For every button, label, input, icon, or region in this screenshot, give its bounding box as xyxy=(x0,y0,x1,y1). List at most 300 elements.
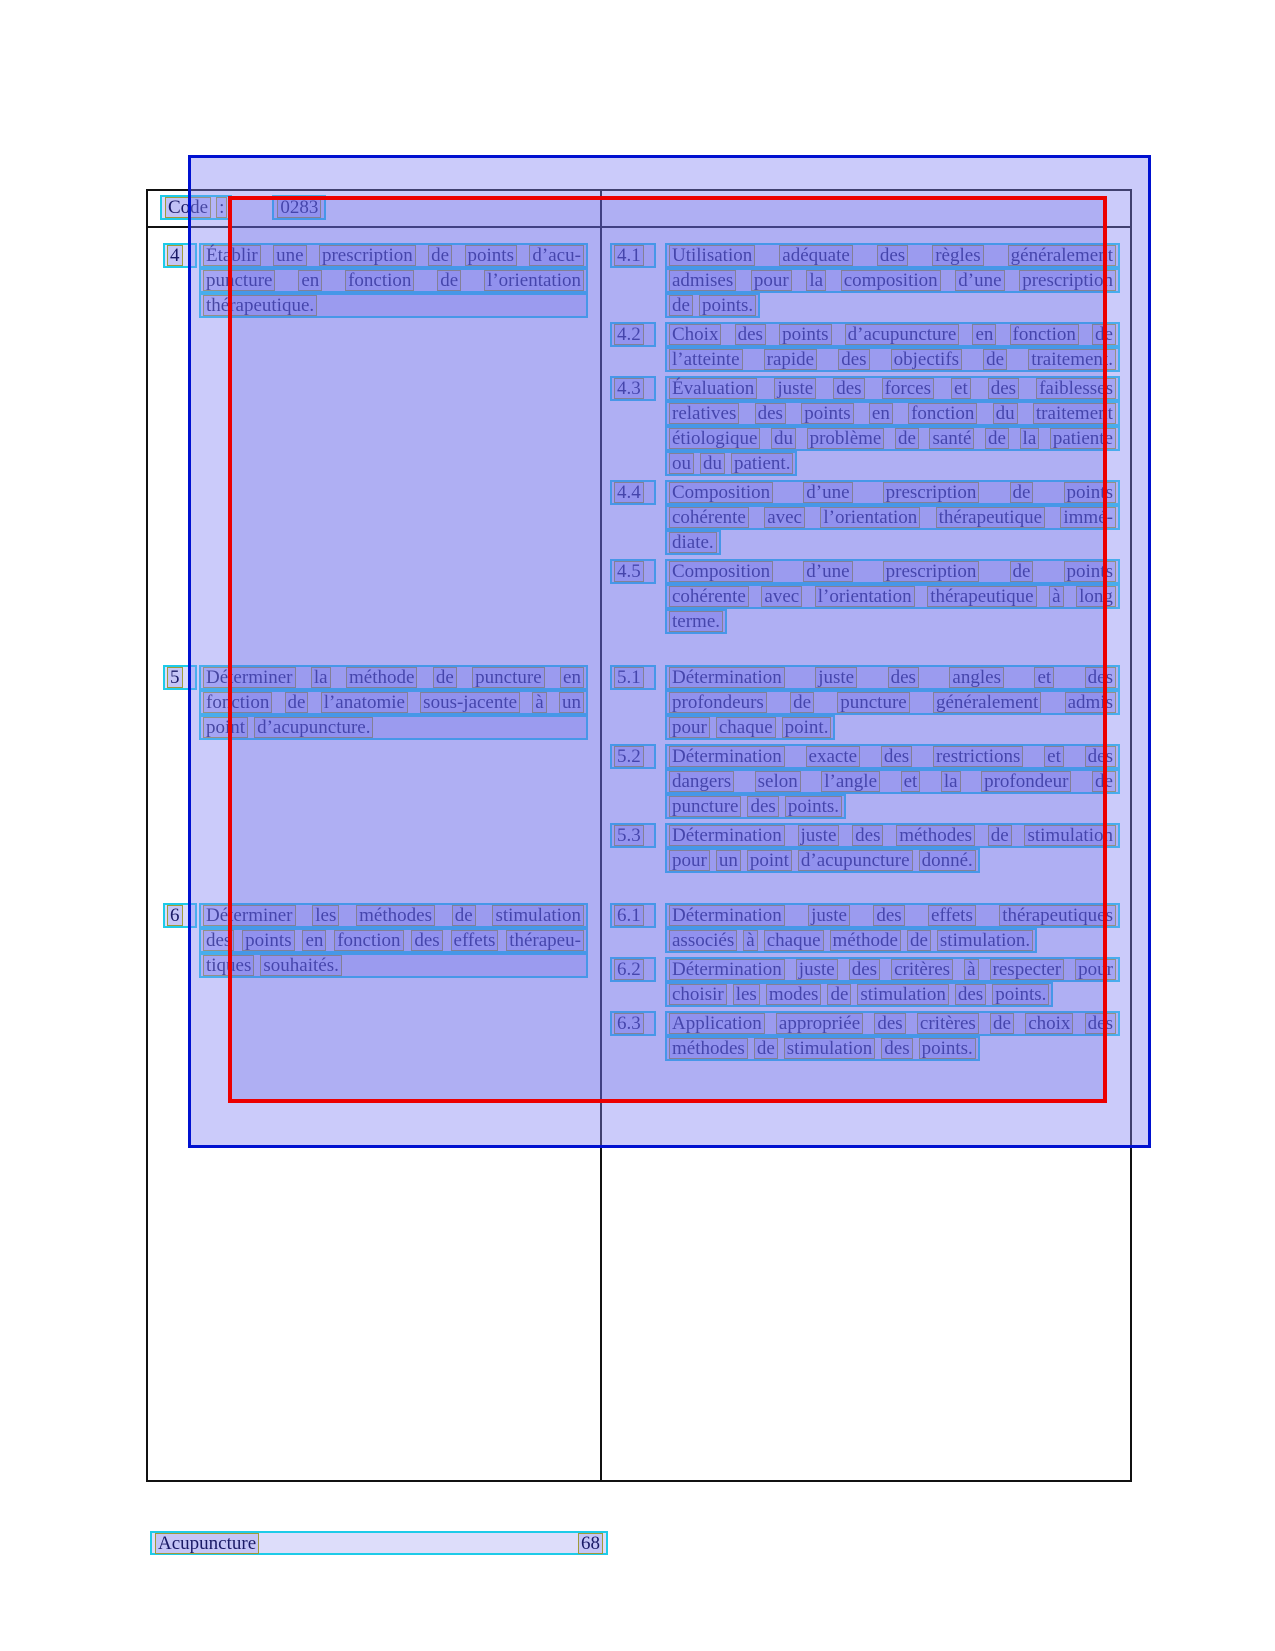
ocr-word: de xyxy=(985,428,1009,449)
ocr-word: des xyxy=(874,1013,905,1034)
ocr-word: 6.2 xyxy=(614,959,644,980)
ocr-word: juste xyxy=(774,378,816,399)
item-number xyxy=(163,903,197,928)
ocr-word: 4.2 xyxy=(614,324,644,345)
ocr-word: modes xyxy=(766,984,822,1005)
ocr-word: un xyxy=(559,692,584,713)
ocr-word: du xyxy=(700,453,725,474)
ocr-line xyxy=(199,243,588,268)
footer-page-number: 68 xyxy=(578,1533,603,1554)
ocr-line xyxy=(199,268,588,293)
ocr-line xyxy=(665,665,1120,690)
ocr-line xyxy=(665,243,1120,268)
left-cell xyxy=(148,650,600,888)
ocr-word: critères xyxy=(917,1013,979,1034)
item-number xyxy=(610,903,656,928)
left-cell xyxy=(148,228,600,650)
ocr-word: points xyxy=(779,324,831,345)
ocr-line xyxy=(199,665,588,690)
ocr-word: et xyxy=(951,378,971,399)
ocr-word: problème xyxy=(807,428,885,449)
ocr-word: à xyxy=(1049,586,1063,607)
code-value xyxy=(272,195,326,220)
list-item xyxy=(610,480,1120,555)
ocr-word: choisir xyxy=(669,984,727,1005)
ocr-word: point xyxy=(203,717,248,738)
ocr-word: 4 xyxy=(167,245,183,266)
list-item xyxy=(163,665,588,740)
ocr-word: Utilisation xyxy=(669,245,755,266)
item-number xyxy=(610,823,656,848)
ocr-line xyxy=(665,957,1120,982)
ocr-word: prescription xyxy=(883,561,980,582)
list-item xyxy=(610,243,1120,318)
ocr-word: terme. xyxy=(669,611,723,632)
ocr-line xyxy=(665,530,721,555)
ocr-word: patient. xyxy=(731,453,793,474)
ocr-line xyxy=(199,690,588,715)
ocr-word: d’une xyxy=(803,482,852,503)
ocr-word: et xyxy=(1044,746,1064,767)
item-number xyxy=(610,744,656,769)
ocr-word: avec xyxy=(761,586,802,607)
ocr-word: points xyxy=(801,403,853,424)
item-number xyxy=(163,665,197,690)
item-number xyxy=(610,322,656,347)
ocr-line xyxy=(199,715,588,740)
ocr-word: rapide xyxy=(764,349,817,370)
ocr-word: d’une xyxy=(803,561,852,582)
ocr-word: d’une xyxy=(955,270,1004,291)
ocr-word: des xyxy=(881,746,912,767)
ocr-word: points. xyxy=(699,295,756,316)
ocr-line xyxy=(665,559,1120,584)
ocr-word: des xyxy=(411,930,442,951)
item-number xyxy=(610,243,656,268)
ocr-word: en xyxy=(972,324,996,345)
ocr-word: Établir xyxy=(203,245,261,266)
item-number xyxy=(610,1011,656,1036)
ocr-word: des xyxy=(888,667,919,688)
ocr-word: patiente xyxy=(1050,428,1116,449)
table-body xyxy=(148,228,1130,1482)
ocr-word: points xyxy=(1064,482,1116,503)
ocr-word: du xyxy=(993,403,1018,424)
ocr-word: Évaluation xyxy=(669,378,757,399)
ocr-word: de xyxy=(983,349,1007,370)
ocr-word: : xyxy=(216,197,227,218)
column-divider xyxy=(600,191,602,1480)
list-item xyxy=(610,823,1120,873)
ocr-word: cohérente xyxy=(669,507,749,528)
ocr-word: de xyxy=(437,270,461,291)
ocr-word: fonction xyxy=(908,403,977,424)
ocr-word: chaque xyxy=(764,930,824,951)
ocr-word: points. xyxy=(919,1038,976,1059)
ocr-line xyxy=(665,794,846,819)
ocr-word: sous-jacente xyxy=(420,692,520,713)
ocr-word: des xyxy=(881,1038,912,1059)
item-lines xyxy=(665,480,1120,555)
ocr-word: des xyxy=(833,378,864,399)
ocr-word: Déterminer xyxy=(203,667,296,688)
ocr-word: puncture xyxy=(669,796,741,817)
ocr-word: à xyxy=(532,692,546,713)
ocr-line xyxy=(665,376,1120,401)
code-row xyxy=(148,191,1130,228)
ocr-word: de xyxy=(907,930,931,951)
ocr-word: 4.3 xyxy=(614,378,644,399)
item-lines xyxy=(199,243,588,318)
list-item xyxy=(610,559,1120,634)
item-lines xyxy=(665,957,1120,1007)
ocr-word: prescription xyxy=(319,245,416,266)
item-lines xyxy=(665,1011,1120,1061)
ocr-word: respecter xyxy=(990,959,1065,980)
ocr-word: la xyxy=(941,771,961,792)
ocr-word: de xyxy=(1092,771,1116,792)
ocr-word: thérapeutique xyxy=(936,507,1045,528)
ocr-line xyxy=(665,584,1120,609)
ocr-line xyxy=(665,1036,980,1061)
ocr-word: fonction xyxy=(203,692,272,713)
ocr-word: dangers xyxy=(669,771,734,792)
ocr-word: 5.1 xyxy=(614,667,644,688)
left-cell xyxy=(148,888,600,1482)
ocr-word: juste xyxy=(798,825,840,846)
ocr-word: pour xyxy=(751,270,792,291)
item-number xyxy=(610,480,656,505)
ocr-word: de xyxy=(1010,561,1034,582)
code-label xyxy=(160,195,232,220)
ocr-word: thérapeutique xyxy=(927,586,1036,607)
ocr-word: pour xyxy=(669,717,710,738)
list-item xyxy=(610,744,1120,819)
ocr-line xyxy=(665,744,1120,769)
footer-line xyxy=(150,1531,608,1555)
list-item xyxy=(610,665,1120,740)
ocr-word: points. xyxy=(992,984,1049,1005)
list-item xyxy=(610,376,1120,476)
ocr-line xyxy=(199,928,588,953)
ocr-word: thérapeutique. xyxy=(203,295,317,316)
ocr-word: de xyxy=(428,245,452,266)
ocr-line xyxy=(665,982,1053,1007)
ocr-word: exacte xyxy=(806,746,861,767)
ocr-word: 6.3 xyxy=(614,1013,644,1034)
ocr-word: Composition xyxy=(669,561,773,582)
ocr-word: de xyxy=(790,692,814,713)
item-number xyxy=(610,559,656,584)
ocr-word: d’acupuncture xyxy=(845,324,960,345)
ocr-line xyxy=(665,268,1120,293)
ocr-word: et xyxy=(901,771,921,792)
ocr-word: 0283 xyxy=(277,197,321,218)
ocr-word: l’angle xyxy=(821,771,880,792)
list-item xyxy=(610,322,1120,372)
ocr-word: Application xyxy=(669,1013,765,1034)
ocr-line xyxy=(199,953,588,978)
ocr-word: de xyxy=(669,295,693,316)
ocr-word: stimulation xyxy=(857,984,949,1005)
ocr-word: puncture xyxy=(203,270,275,291)
list-item xyxy=(163,903,588,978)
ocr-word: composition xyxy=(841,270,941,291)
ocr-word: long xyxy=(1076,586,1116,607)
ocr-word: du xyxy=(771,428,796,449)
ocr-line xyxy=(665,769,1120,794)
ocr-word: points xyxy=(1064,561,1116,582)
ocr-word: thérapeu- xyxy=(506,930,584,951)
ocr-word: l’anatomie xyxy=(321,692,408,713)
ocr-line xyxy=(665,322,1120,347)
ocr-word: cohérente xyxy=(669,586,749,607)
ocr-word: pour xyxy=(669,850,710,871)
ocr-line xyxy=(665,715,835,740)
ocr-word: juste xyxy=(796,959,838,980)
ocr-line xyxy=(665,848,980,873)
ocr-word: la xyxy=(806,270,826,291)
ocr-word: des xyxy=(203,930,234,951)
ocr-line xyxy=(665,293,760,318)
ocr-word: relatives xyxy=(669,403,739,424)
ocr-word: des xyxy=(747,796,778,817)
ocr-word: fonction xyxy=(345,270,414,291)
list-item xyxy=(610,903,1120,953)
item-number xyxy=(610,665,656,690)
ocr-word: d’acupuncture xyxy=(798,850,913,871)
ocr-word: stimulation xyxy=(492,905,584,926)
ocr-word: fonction xyxy=(1010,324,1079,345)
ocr-line xyxy=(665,609,727,634)
ocr-word: objectifs xyxy=(891,349,962,370)
ocr-word: d’acu- xyxy=(529,245,584,266)
ocr-word: immé- xyxy=(1060,507,1116,528)
ocr-word: Code xyxy=(165,197,211,218)
ocr-line xyxy=(665,1011,1120,1036)
ocr-line xyxy=(665,823,1120,848)
table-row xyxy=(148,228,1130,650)
ocr-word: points xyxy=(465,245,517,266)
right-cell xyxy=(600,650,1130,888)
ocr-word: des xyxy=(755,403,786,424)
ocr-word: adéquate xyxy=(779,245,853,266)
ocr-word: 4.5 xyxy=(614,561,644,582)
ocr-word: 5 xyxy=(167,667,183,688)
ocr-word: règles xyxy=(932,245,983,266)
ocr-word: Détermination xyxy=(669,905,785,926)
ocr-word: critères xyxy=(891,959,953,980)
ocr-word: point. xyxy=(782,717,832,738)
ocr-word: Choix xyxy=(669,324,721,345)
ocr-word: des xyxy=(873,905,904,926)
ocr-word: points xyxy=(242,930,294,951)
ocr-word: méthodes xyxy=(896,825,975,846)
code-line xyxy=(160,195,326,220)
ocr-word: profondeurs xyxy=(669,692,767,713)
ocr-word: juste xyxy=(815,667,857,688)
ocr-word: méthode xyxy=(346,667,417,688)
ocr-line xyxy=(665,480,1120,505)
ocr-word: forces xyxy=(882,378,934,399)
ocr-line xyxy=(665,690,1120,715)
ocr-word: et xyxy=(1034,667,1054,688)
ocr-word: selon xyxy=(755,771,801,792)
ocr-word: admis xyxy=(1065,692,1116,713)
ocr-word: méthode xyxy=(830,930,901,951)
ocr-word: restrictions xyxy=(933,746,1023,767)
ocr-word: de xyxy=(1092,324,1116,345)
ocr-line xyxy=(665,928,1037,953)
ocr-word: prescription xyxy=(1019,270,1116,291)
ocr-word: donné. xyxy=(919,850,976,871)
item-lines xyxy=(199,903,588,978)
ocr-word: puncture xyxy=(472,667,544,688)
ocr-word: Composition xyxy=(669,482,773,503)
ocr-word: des xyxy=(838,349,869,370)
right-cell xyxy=(600,228,1130,650)
ocr-word: stimulation xyxy=(784,1038,876,1059)
ocr-word: méthodes xyxy=(669,1038,748,1059)
ocr-word: prescription xyxy=(883,482,980,503)
ocr-line xyxy=(199,903,588,928)
ocr-word: traitement xyxy=(1033,403,1116,424)
ocr-word: des xyxy=(1085,746,1116,767)
ocr-word: généralement xyxy=(1008,245,1116,266)
ocr-word: 6.1 xyxy=(614,905,644,926)
ocr-word: chaque xyxy=(716,717,776,738)
item-lines xyxy=(665,665,1120,740)
ocr-word: des xyxy=(852,825,883,846)
item-lines xyxy=(665,243,1120,318)
ocr-word: 5.3 xyxy=(614,825,644,846)
ocr-word: souhaités. xyxy=(260,955,341,976)
ocr-word: l’orientation xyxy=(820,507,920,528)
ocr-line xyxy=(665,347,1120,372)
item-lines xyxy=(665,322,1120,372)
ocr-word: à xyxy=(743,930,757,951)
ocr-word: puncture xyxy=(837,692,909,713)
ocr-word: l’orientation xyxy=(815,586,915,607)
ocr-line xyxy=(199,293,588,318)
ocr-word: 5.2 xyxy=(614,746,644,767)
table-row xyxy=(148,888,1130,1482)
ocr-word: diate. xyxy=(669,532,717,553)
right-cell xyxy=(600,888,1130,1482)
ocr-word: thérapeutiques xyxy=(999,905,1116,926)
ocr-word: traitement. xyxy=(1028,349,1116,370)
ocr-line xyxy=(665,401,1120,426)
ocr-word: de xyxy=(1010,482,1034,503)
ocr-word: stimulation xyxy=(1024,825,1116,846)
list-item xyxy=(610,957,1120,1007)
ocr-word: en xyxy=(298,270,322,291)
ocr-word: de xyxy=(895,428,919,449)
item-lines xyxy=(665,903,1120,953)
item-lines xyxy=(665,559,1120,634)
ocr-word: 4.4 xyxy=(614,482,644,503)
ocr-word: l’atteinte xyxy=(669,349,743,370)
ocr-word: fonction xyxy=(334,930,403,951)
ocr-word: de xyxy=(433,667,457,688)
ocr-word: effets xyxy=(451,930,499,951)
ocr-word: des xyxy=(735,324,766,345)
item-number xyxy=(163,243,197,268)
ocr-word: des xyxy=(988,378,1019,399)
ocr-word: Détermination xyxy=(669,825,785,846)
ocr-word: des xyxy=(1085,1013,1116,1034)
table-row xyxy=(148,650,1130,888)
ocr-word: Détermination xyxy=(669,959,785,980)
ocr-word: des xyxy=(955,984,986,1005)
item-number xyxy=(610,376,656,401)
ocr-word: étiologique xyxy=(669,428,760,449)
footer-title: Acupuncture xyxy=(155,1533,259,1554)
competency-table xyxy=(146,189,1132,1482)
ocr-word: généralement xyxy=(933,692,1041,713)
list-item xyxy=(610,1011,1120,1061)
ocr-word: stimulation. xyxy=(937,930,1033,951)
ocr-word: à xyxy=(964,959,978,980)
ocr-word: la xyxy=(1020,428,1040,449)
ocr-word: angles xyxy=(949,667,1004,688)
ocr-word: de xyxy=(285,692,309,713)
ocr-word: de xyxy=(988,825,1012,846)
ocr-word: appropriée xyxy=(776,1013,863,1034)
ocr-word: choix xyxy=(1025,1013,1073,1034)
ocr-word: ou xyxy=(669,453,694,474)
ocr-word: Déterminer xyxy=(203,905,296,926)
ocr-line xyxy=(665,903,1120,928)
ocr-line xyxy=(665,451,797,476)
ocr-word: faiblesses xyxy=(1036,378,1116,399)
list-item xyxy=(163,243,588,318)
ocr-word: effets xyxy=(928,905,976,926)
ocr-word: tiques xyxy=(203,955,254,976)
ocr-word: de xyxy=(754,1038,778,1059)
ocr-word: les xyxy=(312,905,339,926)
ocr-word: admises xyxy=(669,270,736,291)
item-number xyxy=(610,957,656,982)
ocr-word: les xyxy=(733,984,760,1005)
ocr-word: des xyxy=(849,959,880,980)
ocr-word: une xyxy=(273,245,306,266)
ocr-word: des xyxy=(1085,667,1116,688)
ocr-word: de xyxy=(827,984,851,1005)
ocr-word: méthodes xyxy=(356,905,435,926)
ocr-word: 4.1 xyxy=(614,245,644,266)
ocr-word: juste xyxy=(808,905,850,926)
ocr-word: point xyxy=(747,850,792,871)
ocr-line xyxy=(665,426,1120,451)
ocr-word: profondeur xyxy=(981,771,1071,792)
ocr-word: l’orientation xyxy=(484,270,584,291)
ocr-word: santé xyxy=(929,428,974,449)
ocr-word: de xyxy=(452,905,476,926)
ocr-word: pour xyxy=(1075,959,1116,980)
ocr-word: d’acupuncture. xyxy=(254,717,373,738)
ocr-word: en xyxy=(560,667,584,688)
ocr-word: en xyxy=(869,403,893,424)
ocr-word: Détermination xyxy=(669,746,785,767)
ocr-word: en xyxy=(302,930,326,951)
item-lines xyxy=(665,744,1120,819)
ocr-word: avec xyxy=(764,507,805,528)
ocr-word: associés xyxy=(669,930,737,951)
item-lines xyxy=(665,823,1120,873)
item-lines xyxy=(199,665,588,740)
ocr-line xyxy=(665,505,1120,530)
